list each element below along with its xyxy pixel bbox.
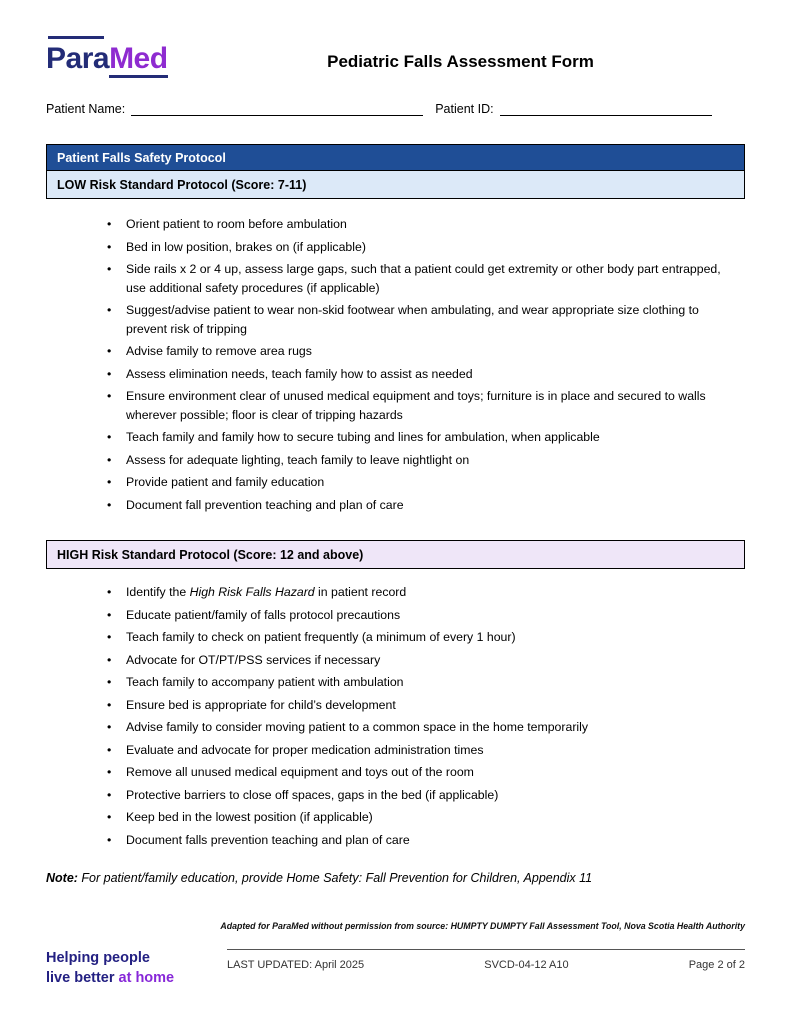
list-item: • Document falls prevention teaching and plan of care <box>107 831 735 850</box>
list-item: • Advise family to consider moving patient to a common space in the home temporarily <box>107 718 735 737</box>
page-footer <box>46 949 745 988</box>
logo-overline <box>48 36 104 39</box>
list-item-text: in patient record <box>314 585 407 599</box>
logo-text-para: Para <box>46 42 110 75</box>
patient-name-label: Patient Name: <box>46 102 126 116</box>
tagline-line1: Helping people <box>46 950 150 966</box>
patient-id-field[interactable] <box>500 100 712 116</box>
list-item: • Educate patient/family of falls protocol precautions <box>107 606 735 625</box>
tagline-line2: live better <box>46 969 119 986</box>
list-item: • Protective barriers to close off spaces, gaps in the bed (if applicable) <box>107 786 735 805</box>
list-item: • Remove all unused medical equipment and toys out of the room <box>107 763 735 782</box>
page-number: Page 2 of 2 <box>688 959 745 971</box>
patient-name-field[interactable] <box>131 100 423 116</box>
list-item: • Bed in low position, brakes on (if applicable) <box>107 238 735 257</box>
paramed-logo <box>46 36 196 76</box>
list-item: • Provide patient and family education <box>107 473 735 492</box>
list-item: • Assess for adequate lighting, teach family to leave nightlight on <box>107 451 735 470</box>
tagline-at-home: at home <box>118 969 175 986</box>
list-item-text: Identify the <box>126 585 190 599</box>
low-risk-list <box>46 215 745 514</box>
list-item: • Teach family to accompany patient with ambulation <box>107 673 735 692</box>
list-item: • Side rails x 2 or 4 up, assess large gaps, such that a patient could get extremity or other body part entrapped, use additional safety procedures (if applicable) <box>107 260 735 297</box>
list-item: • Advise family to remove area rugs <box>107 342 735 361</box>
list-item: • Suggest/advise patient to wear non-skid footwear when ambulating, and wear appropriate size clothing to prevent risk of tripping <box>107 301 735 338</box>
list-item: • Assess elimination needs, teach family how to assist as needed <box>107 365 735 384</box>
footer-info-bar <box>227 949 745 971</box>
document-code: SVCD-04-12 A10 <box>484 959 569 971</box>
note-text: For patient/family education, provide Home Safety: Fall Prevention for Children, Appendix 11 <box>77 871 593 885</box>
list-item: • Orient patient to room before ambulation <box>107 215 735 234</box>
list-item: • Teach family to check on patient frequently (a minimum of every 1 hour) <box>107 628 735 647</box>
list-item: • Teach family and family how to secure tubing and lines for ambulation, when applicable <box>107 428 735 447</box>
attribution-line: Adapted for ParaMed without permission from source: HUMPTY DUMPTY Fall Assessment Tool, Nova Scotia Health Authority <box>220 921 745 931</box>
list-item: • Keep bed in the lowest position (if applicable) <box>107 808 735 827</box>
note-line <box>46 871 745 885</box>
low-risk-heading: LOW Risk Standard Protocol (Score: 7-11) <box>47 171 744 198</box>
list-item-emphasis: High Risk Falls Hazard <box>189 585 315 599</box>
list-item: • Advocate for OT/PT/PSS services if necessary <box>107 651 735 670</box>
last-updated-text: LAST UPDATED: April 2025 <box>227 959 365 971</box>
note-label: Note: <box>46 871 78 885</box>
protocol-table <box>46 144 745 199</box>
patient-fields-row <box>46 100 745 116</box>
high-risk-heading: HIGH Risk Standard Protocol (Score: 12 and above) <box>46 540 745 569</box>
logo-text-med: Med <box>109 42 168 78</box>
list-item: • Evaluate and advocate for proper medication administration times <box>107 741 735 760</box>
protocol-table-header: Patient Falls Safety Protocol <box>47 145 744 171</box>
list-item: • Document fall prevention teaching and plan of care <box>107 496 735 515</box>
patient-id-label: Patient ID: <box>435 102 494 116</box>
high-risk-list <box>46 583 745 849</box>
tagline <box>46 949 188 988</box>
list-item: • Ensure environment clear of unused medical equipment and toys; furniture is in place and secured to walls wherever possible; floor is clear of tripping hazards <box>107 387 735 424</box>
list-item <box>107 583 735 602</box>
list-item: • Ensure bed is appropriate for child’s development <box>107 696 735 715</box>
document-header <box>46 36 745 76</box>
page-title: Pediatric Falls Assessment Form <box>327 52 594 71</box>
